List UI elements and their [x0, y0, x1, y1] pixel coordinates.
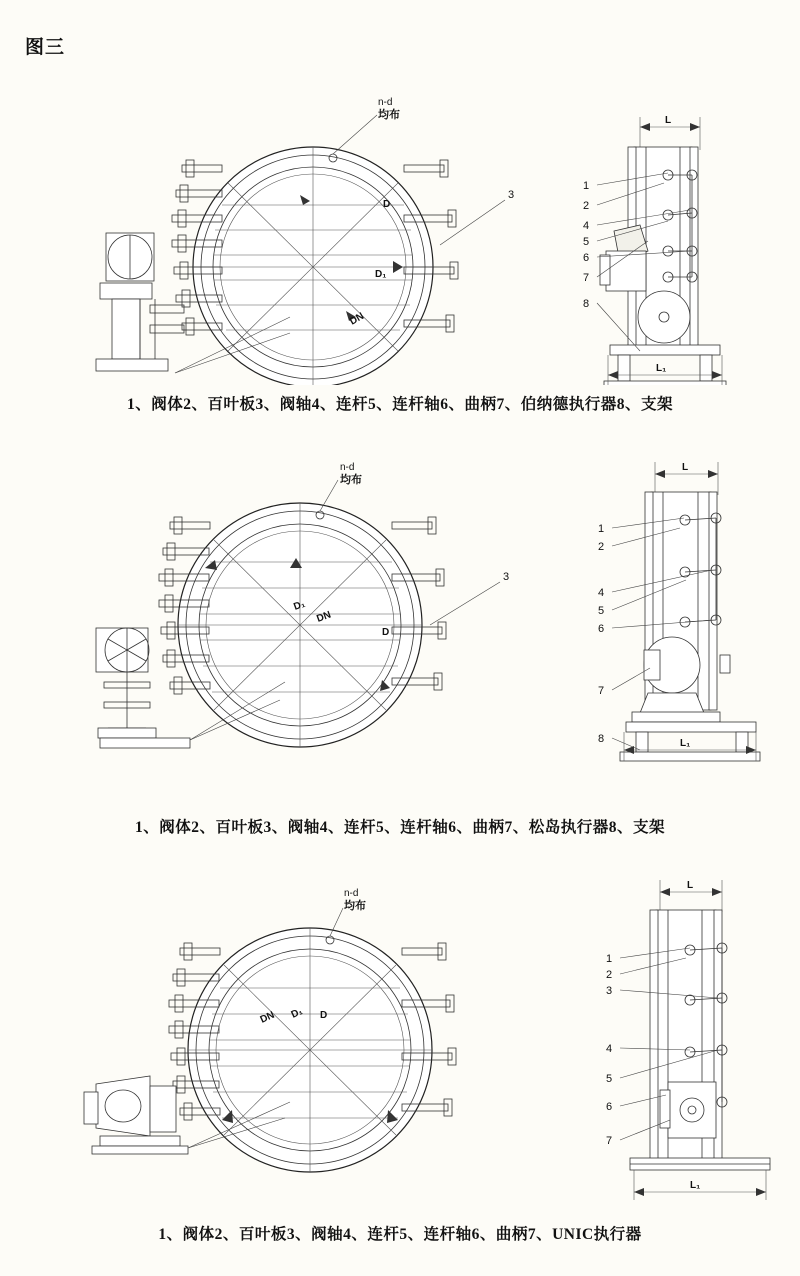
figure-block-1 — [0, 55, 800, 385]
label-junbu-3: 均布 — [344, 900, 366, 912]
callout-5-view1: 5 — [583, 236, 590, 248]
callout-8-view1: 8 — [583, 298, 590, 310]
callout-4-view2: 4 — [598, 587, 605, 599]
label-n-d-3: n-d — [344, 888, 359, 899]
diagram-1 — [0, 55, 800, 385]
callout-3-view3: 3 — [606, 985, 613, 997]
dim-L1-3: L₁ — [690, 1180, 701, 1191]
callout-6-view1: 6 — [583, 252, 590, 264]
figure-block-3 — [0, 870, 800, 1200]
label-n-d-2: n-d — [340, 462, 355, 473]
diagram-2 — [0, 450, 800, 790]
callout-3-view2: 3 — [503, 571, 510, 583]
label-junbu-1: 均布 — [378, 109, 400, 121]
callout-1-view2: 1 — [598, 523, 605, 535]
callout-3-view1: 3 — [508, 189, 515, 201]
dim-D-2: D — [382, 627, 390, 638]
dim-L1-2: L₁ — [680, 738, 691, 749]
dim-DN-3: DN — [258, 1009, 277, 1026]
side-view-3 — [606, 880, 770, 1200]
dim-L-1: L — [665, 115, 672, 126]
callout-4-view3: 4 — [606, 1043, 613, 1055]
figure-block-2 — [0, 450, 800, 780]
callout-5-view3: 5 — [606, 1073, 613, 1085]
callout-1-view1: 1 — [583, 180, 590, 192]
callout-2-view2: 2 — [598, 541, 605, 553]
callout-2-view1: 2 — [583, 200, 590, 212]
dim-L-2: L — [682, 462, 689, 473]
callout-1-view3: 1 — [606, 953, 613, 965]
front-view-2 — [96, 462, 509, 748]
callout-7-view3: 7 — [606, 1135, 613, 1147]
label-junbu-2: 均布 — [340, 474, 362, 486]
callout-8-view2: 8 — [598, 733, 605, 745]
dim-L-3: L — [687, 880, 694, 891]
callout-4-view1: 4 — [583, 220, 590, 232]
side-view-2 — [598, 462, 760, 761]
dim-L1-1: L₁ — [656, 363, 667, 374]
callout-7-view1: 7 — [583, 272, 590, 284]
dim-DN-1: DN — [348, 310, 367, 328]
front-view-1 — [96, 97, 514, 385]
callout-6-view2: 6 — [598, 623, 605, 635]
dim-D1-1: D₁ — [375, 269, 387, 280]
dim-D-3: D — [320, 1010, 328, 1021]
page-title: 图三 — [25, 37, 66, 58]
dim-D-1: D — [383, 199, 391, 210]
label-n-d-1: n-d — [378, 97, 393, 108]
dim-D1-3: D₁ — [289, 1005, 305, 1021]
side-view-1 — [583, 115, 726, 385]
dim-DN-2: DN — [315, 609, 333, 625]
callout-2-view3: 2 — [606, 969, 613, 981]
caption-3: 1、阀体2、百叶板3、阀轴4、连杆5、连杆轴6、曲柄7、UNIC执行器 — [158, 1226, 642, 1243]
diagram-3 — [0, 870, 800, 1210]
caption-2: 1、阀体2、百叶板3、阀轴4、连杆5、连杆轴6、曲柄7、松岛执行器8、支架 — [134, 819, 665, 836]
callout-5-view2: 5 — [598, 605, 605, 617]
front-view-3 — [84, 888, 456, 1172]
callout-7-view2: 7 — [598, 685, 605, 697]
caption-1: 1、阀体2、百叶板3、阀轴4、连杆5、连杆轴6、曲柄7、伯纳德执行器8、支架 — [126, 396, 673, 413]
dim-D1-2: D₁ — [292, 598, 307, 613]
callout-6-view3: 6 — [606, 1101, 613, 1113]
